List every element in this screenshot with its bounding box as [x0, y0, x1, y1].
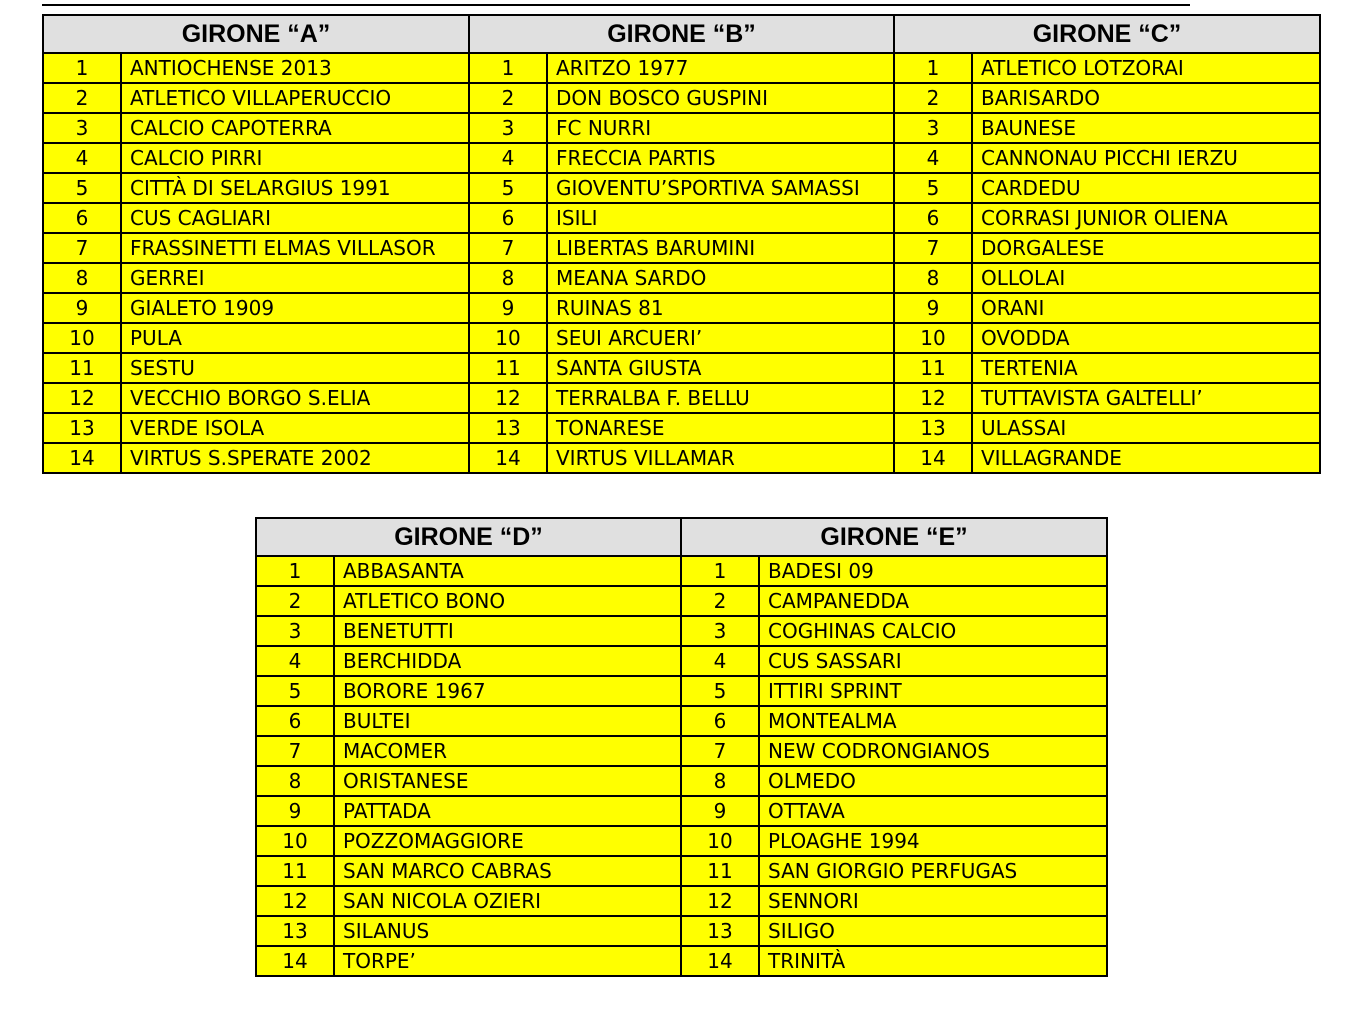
- team-name: FRASSINETTI ELMAS VILLASOR: [121, 233, 469, 263]
- team-row: [469, 323, 894, 353]
- team-number: 10: [43, 323, 121, 353]
- team-row: [43, 323, 469, 353]
- team-row: [256, 946, 681, 976]
- team-row: [469, 143, 894, 173]
- team-name: MACOMER: [334, 736, 681, 766]
- team-number: 2: [681, 586, 759, 616]
- team-row: [256, 676, 681, 706]
- team-number: 12: [256, 886, 334, 916]
- team-row: [681, 646, 1107, 676]
- team-name: TONARESE: [547, 413, 894, 443]
- team-name: VIRTUS VILLAMAR: [547, 443, 894, 473]
- girone-title: GIRONE “A”: [43, 15, 469, 53]
- team-number: 1: [469, 53, 547, 83]
- girone-body: [43, 53, 469, 473]
- team-number: 5: [894, 173, 972, 203]
- team-name: GIALETO 1909: [121, 293, 469, 323]
- team-number: 3: [43, 113, 121, 143]
- team-name: OLLOLAI: [972, 263, 1320, 293]
- team-number: 14: [894, 443, 972, 473]
- team-row: [469, 383, 894, 413]
- team-row: [469, 263, 894, 293]
- team-name: ITTIRI SPRINT: [759, 676, 1107, 706]
- team-number: 1: [43, 53, 121, 83]
- team-row: [256, 856, 681, 886]
- team-name: RUINAS 81: [547, 293, 894, 323]
- team-number: 6: [681, 706, 759, 736]
- team-row: [256, 616, 681, 646]
- team-row: [894, 443, 1320, 473]
- team-row: [681, 706, 1107, 736]
- team-name: ANTIOCHENSE 2013: [121, 53, 469, 83]
- team-number: 4: [43, 143, 121, 173]
- team-name: CAMPANEDDA: [759, 586, 1107, 616]
- team-row: [256, 586, 681, 616]
- team-row: [894, 113, 1320, 143]
- girone-header-row: [681, 518, 1107, 556]
- team-row: [43, 353, 469, 383]
- team-name: BARISARDO: [972, 83, 1320, 113]
- team-name: CALCIO PIRRI: [121, 143, 469, 173]
- team-row: [43, 203, 469, 233]
- team-name: SEUI ARCUERI’: [547, 323, 894, 353]
- team-name: ULASSAI: [972, 413, 1320, 443]
- team-row: [469, 83, 894, 113]
- team-row: [681, 736, 1107, 766]
- team-number: 8: [256, 766, 334, 796]
- girone-title: GIRONE “C”: [894, 15, 1320, 53]
- team-name: CARDEDU: [972, 173, 1320, 203]
- team-name: DORGALESE: [972, 233, 1320, 263]
- team-row: [469, 413, 894, 443]
- team-row: [681, 676, 1107, 706]
- team-row: [469, 203, 894, 233]
- team-name: OTTAVA: [759, 796, 1107, 826]
- team-row: [894, 323, 1320, 353]
- team-number: 6: [256, 706, 334, 736]
- team-row: [43, 53, 469, 83]
- team-row: [681, 796, 1107, 826]
- team-row: [469, 443, 894, 473]
- girone-title: GIRONE “D”: [256, 518, 681, 556]
- girone-header-row: [256, 518, 681, 556]
- girone-a-table: [42, 14, 470, 474]
- team-number: 14: [256, 946, 334, 976]
- team-row: [681, 586, 1107, 616]
- team-number: 12: [681, 886, 759, 916]
- team-number: 13: [469, 413, 547, 443]
- team-name: SILANUS: [334, 916, 681, 946]
- team-name: ATLETICO LOTZORAI: [972, 53, 1320, 83]
- team-name: BORORE 1967: [334, 676, 681, 706]
- team-name: LIBERTAS BARUMINI: [547, 233, 894, 263]
- team-number: 1: [256, 556, 334, 586]
- team-name: POZZOMAGGIORE: [334, 826, 681, 856]
- team-number: 1: [681, 556, 759, 586]
- top-rule: [42, 4, 1190, 6]
- team-row: [894, 143, 1320, 173]
- team-number: 5: [681, 676, 759, 706]
- team-name: CALCIO CAPOTERRA: [121, 113, 469, 143]
- team-row: [43, 143, 469, 173]
- team-number: 4: [894, 143, 972, 173]
- team-name: CUS CAGLIARI: [121, 203, 469, 233]
- girone-body: [469, 53, 894, 473]
- team-name: ORANI: [972, 293, 1320, 323]
- team-row: [256, 706, 681, 736]
- team-row: [256, 766, 681, 796]
- team-name: PATTADA: [334, 796, 681, 826]
- team-name: ORISTANESE: [334, 766, 681, 796]
- team-row: [469, 53, 894, 83]
- team-name: SAN GIORGIO PERFUGAS: [759, 856, 1107, 886]
- team-row: [43, 443, 469, 473]
- team-name: BERCHIDDA: [334, 646, 681, 676]
- team-name: BENETUTTI: [334, 616, 681, 646]
- team-name: TRINITÀ: [759, 946, 1107, 976]
- team-number: 3: [256, 616, 334, 646]
- team-row: [43, 113, 469, 143]
- team-name: ATLETICO VILLAPERUCCIO: [121, 83, 469, 113]
- team-number: 6: [43, 203, 121, 233]
- team-number: 9: [469, 293, 547, 323]
- team-name: TERRALBA F. BELLU: [547, 383, 894, 413]
- team-number: 2: [256, 586, 334, 616]
- team-name: VIRTUS S.SPERATE 2002: [121, 443, 469, 473]
- team-number: 6: [894, 203, 972, 233]
- girone-header-row: [469, 15, 894, 53]
- team-row: [256, 916, 681, 946]
- team-number: 8: [894, 263, 972, 293]
- team-name: OLMEDO: [759, 766, 1107, 796]
- team-row: [43, 293, 469, 323]
- team-number: 8: [681, 766, 759, 796]
- team-name: COGHINAS CALCIO: [759, 616, 1107, 646]
- team-number: 11: [681, 856, 759, 886]
- team-row: [43, 173, 469, 203]
- team-number: 14: [469, 443, 547, 473]
- team-number: 11: [256, 856, 334, 886]
- team-row: [681, 616, 1107, 646]
- team-name: DON BOSCO GUSPINI: [547, 83, 894, 113]
- girone-title: GIRONE “B”: [469, 15, 894, 53]
- team-name: ISILI: [547, 203, 894, 233]
- girone-body: [681, 556, 1107, 976]
- team-name: MONTEALMA: [759, 706, 1107, 736]
- team-name: VECCHIO BORGO S.ELIA: [121, 383, 469, 413]
- team-row: [256, 886, 681, 916]
- team-row: [894, 233, 1320, 263]
- team-number: 7: [256, 736, 334, 766]
- team-number: 10: [681, 826, 759, 856]
- team-number: 3: [894, 113, 972, 143]
- team-name: CANNONAU PICCHI IERZU: [972, 143, 1320, 173]
- team-name: MEANA SARDO: [547, 263, 894, 293]
- team-name: BADESI 09: [759, 556, 1107, 586]
- team-number: 11: [894, 353, 972, 383]
- team-number: 9: [256, 796, 334, 826]
- team-number: 8: [469, 263, 547, 293]
- team-row: [43, 83, 469, 113]
- team-number: 4: [469, 143, 547, 173]
- team-row: [469, 173, 894, 203]
- team-row: [681, 556, 1107, 586]
- team-name: TUTTAVISTA GALTELLI’: [972, 383, 1320, 413]
- team-row: [256, 826, 681, 856]
- girone-b-table: [468, 14, 895, 474]
- team-name: FC NURRI: [547, 113, 894, 143]
- team-number: 14: [681, 946, 759, 976]
- team-number: 7: [43, 233, 121, 263]
- team-number: 10: [256, 826, 334, 856]
- team-name: OVODDA: [972, 323, 1320, 353]
- team-name: ABBASANTA: [334, 556, 681, 586]
- team-number: 13: [894, 413, 972, 443]
- team-name: FRECCIA PARTIS: [547, 143, 894, 173]
- team-number: 2: [894, 83, 972, 113]
- team-number: 4: [256, 646, 334, 676]
- team-row: [894, 413, 1320, 443]
- team-name: GERREI: [121, 263, 469, 293]
- team-row: [681, 886, 1107, 916]
- team-number: 1: [894, 53, 972, 83]
- team-row: [43, 413, 469, 443]
- team-row: [681, 826, 1107, 856]
- team-number: 12: [43, 383, 121, 413]
- team-name: PLOAGHE 1994: [759, 826, 1107, 856]
- team-name: CITTÀ DI SELARGIUS 1991: [121, 173, 469, 203]
- team-number: 13: [43, 413, 121, 443]
- team-name: SENNORI: [759, 886, 1107, 916]
- team-name: CUS SASSARI: [759, 646, 1107, 676]
- team-row: [894, 173, 1320, 203]
- team-row: [681, 856, 1107, 886]
- team-number: 9: [681, 796, 759, 826]
- team-name: SANTA GIUSTA: [547, 353, 894, 383]
- team-row: [256, 646, 681, 676]
- team-number: 7: [894, 233, 972, 263]
- team-row: [681, 766, 1107, 796]
- team-name: SILIGO: [759, 916, 1107, 946]
- team-row: [469, 353, 894, 383]
- team-row: [894, 383, 1320, 413]
- girone-header-row: [43, 15, 469, 53]
- team-number: 7: [681, 736, 759, 766]
- girone-title: GIRONE “E”: [681, 518, 1107, 556]
- team-row: [894, 83, 1320, 113]
- team-row: [894, 293, 1320, 323]
- team-row: [256, 796, 681, 826]
- team-number: 9: [43, 293, 121, 323]
- team-name: SAN NICOLA OZIERI: [334, 886, 681, 916]
- team-number: 5: [43, 173, 121, 203]
- team-number: 11: [43, 353, 121, 383]
- team-number: 2: [43, 83, 121, 113]
- team-name: ATLETICO BONO: [334, 586, 681, 616]
- team-number: 6: [469, 203, 547, 233]
- team-name: NEW CODRONGIANOS: [759, 736, 1107, 766]
- team-row: [256, 736, 681, 766]
- girone-c-table: [893, 14, 1321, 474]
- team-name: TERTENIA: [972, 353, 1320, 383]
- team-name: SESTU: [121, 353, 469, 383]
- team-name: VILLAGRANDE: [972, 443, 1320, 473]
- team-name: TORPE’: [334, 946, 681, 976]
- team-number: 10: [894, 323, 972, 353]
- girone-e-table: [680, 517, 1108, 977]
- team-number: 2: [469, 83, 547, 113]
- team-number: 5: [256, 676, 334, 706]
- team-number: 3: [469, 113, 547, 143]
- team-name: ARITZO 1977: [547, 53, 894, 83]
- team-number: 3: [681, 616, 759, 646]
- team-number: 5: [469, 173, 547, 203]
- team-name: SAN MARCO CABRAS: [334, 856, 681, 886]
- team-number: 4: [681, 646, 759, 676]
- team-number: 11: [469, 353, 547, 383]
- team-row: [894, 53, 1320, 83]
- team-row: [894, 263, 1320, 293]
- girone-d-table: [255, 517, 682, 977]
- team-row: [469, 113, 894, 143]
- team-name: GIOVENTU’SPORTIVA SAMASSI: [547, 173, 894, 203]
- team-number: 13: [681, 916, 759, 946]
- team-number: 12: [894, 383, 972, 413]
- girone-body: [894, 53, 1320, 473]
- team-number: 7: [469, 233, 547, 263]
- team-number: 13: [256, 916, 334, 946]
- team-name: VERDE ISOLA: [121, 413, 469, 443]
- team-name: BULTEI: [334, 706, 681, 736]
- team-number: 10: [469, 323, 547, 353]
- team-row: [43, 383, 469, 413]
- team-row: [256, 556, 681, 586]
- team-row: [894, 203, 1320, 233]
- team-number: 8: [43, 263, 121, 293]
- team-number: 9: [894, 293, 972, 323]
- team-row: [43, 233, 469, 263]
- team-row: [894, 353, 1320, 383]
- team-number: 12: [469, 383, 547, 413]
- team-row: [469, 293, 894, 323]
- team-row: [469, 233, 894, 263]
- girone-body: [256, 556, 681, 976]
- team-row: [681, 946, 1107, 976]
- team-row: [43, 263, 469, 293]
- team-name: PULA: [121, 323, 469, 353]
- team-name: CORRASI JUNIOR OLIENA: [972, 203, 1320, 233]
- girone-header-row: [894, 15, 1320, 53]
- team-name: BAUNESE: [972, 113, 1320, 143]
- team-row: [681, 916, 1107, 946]
- team-number: 14: [43, 443, 121, 473]
